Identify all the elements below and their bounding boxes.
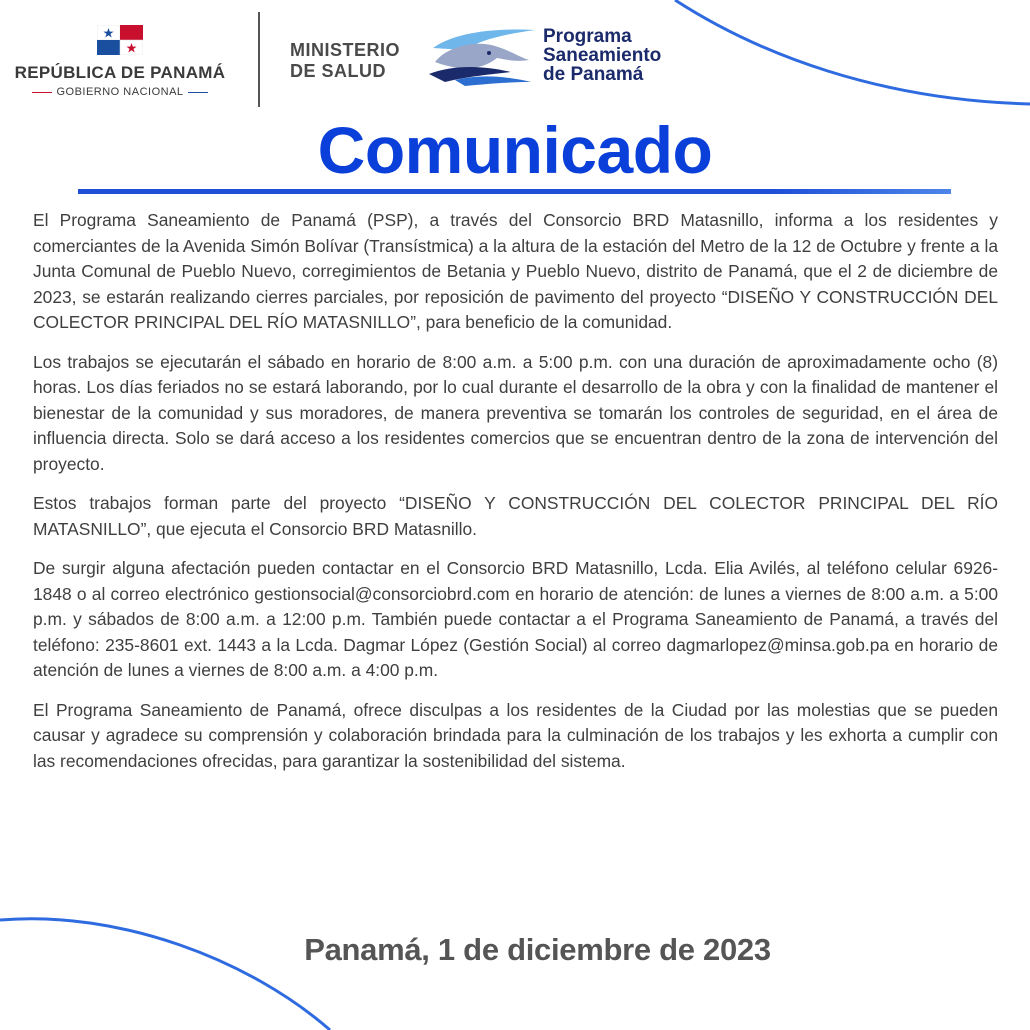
page-title: Comunicado [317, 113, 713, 187]
red-dash [32, 92, 52, 93]
paragraph: Estos trabajos forman parte del proyecto “DISEÑO Y CONSTRUCCIÓN DEL COLECTOR PRINCIPAL DEL RÍO MATASNILLO”, que ejecuta el Consorcio BRD Matasnillo. [33, 493, 998, 539]
ministerio-logo-text [290, 40, 420, 82]
paragraph: Los trabajos se ejecutarán el sábado en horario de 8:00 a.m. a 5:00 p.m. con una duración de aproximadamente ocho (8) horas. Los días feriados no se estará laborando, por lo cual durante el desarrollo de la obra y con la finalidad de mantener el bienestar de la comunidad y sus moradores, de manera preventiva se tomarán los controles de seguridad, en el área de influencia directa. Solo se dará acceso a los residentes comercios que se encuentran dentro de la zona de intervención del proyecto. [33, 351, 998, 474]
gobierno-text: GOBIERNO NACIONAL [56, 86, 184, 98]
blue-dash [188, 92, 208, 93]
psp-line3: de Panamá [543, 64, 644, 85]
republica-label: REPÚBLICA DE PANAMÁ [14, 63, 226, 82]
header-divider [258, 12, 260, 107]
paragraph: De surgir alguna afectación pueden contactar en el Consorcio BRD Matasnillo, Lcda. Elia Avilés, al teléfono celular 6926-1848 o al correo electrónico gestionsocial@consorciobrd.com en horario de atención: de lunes a viernes de 8:00 a.m. a 5:00 p.m. y sábados de 8:00 a.m. a 12:00 p.m. También puede contactar a el Programa Saneamiento de Panamá, a través del teléfono: 235-8601 ext. 1443 a la Lcda. Dagmar López (Gestión Social) al correo dagmarlopez@minsa.gob.pa en horario de atención de lunes a viernes de 8:00 a.m. a 4:00 p.m. [33, 558, 998, 680]
paragraph: El Programa Saneamiento de Panamá, ofrece disculpas a los residentes de la Ciudad por las molestias que se pueden causar y agradece su comprensión y colaboración brindada para la culminación de los trabajos y les exhorta a cumplir con las recomendaciones ofrecidas, para garantizar la sostenibilidad del sistema. [33, 699, 998, 771]
gobierno-label [10, 86, 230, 98]
psp-line2: Saneamiento [543, 45, 662, 66]
ministerio-line2: DE SALUD [290, 61, 387, 81]
psp-dolphin-logo-icon [425, 26, 540, 88]
psp-line1: Programa [543, 26, 632, 47]
footer-date: Panamá, 1 de diciembre de 2023 [304, 932, 771, 967]
paragraph: El Programa Saneamiento de Panamá (PSP), a través del Consorcio BRD Matasnillo, informa a los residentes y comerciantes de la Avenida Simón Bolívar (Transístmica) a la altura de la estación del Metro de la 12 de Octubre y frente a la Junta Comunal de Pueblo Nuevo, corregimientos de Betania y Pueblo Nuevo, distrito de Panamá, que el 2 de diciembre de 2023, se estarán realizando cierres parciales, por reposición de pavimento del proyecto “DISEÑO Y CONSTRUCCIÓN DEL COLECTOR PRINCIPAL DEL RÍO MATASNILLO”, para beneficio de la comunidad. [33, 210, 998, 332]
title-underline [78, 189, 951, 194]
panama-flag-icon [97, 25, 143, 55]
psp-logo-text [543, 27, 723, 84]
header [0, 0, 1030, 120]
ministerio-line1: MINISTERIO [290, 40, 401, 60]
communique-body [33, 208, 998, 788]
